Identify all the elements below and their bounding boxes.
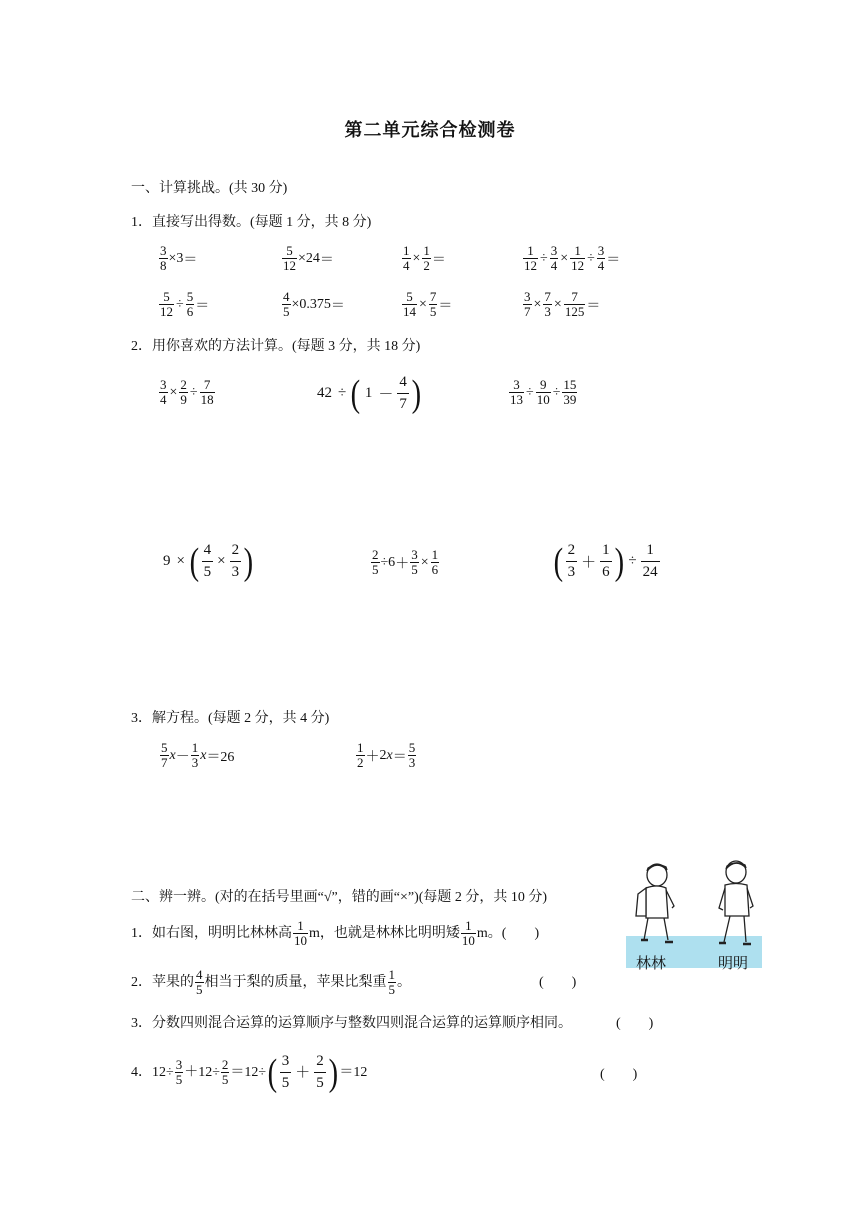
equals-sign: ＝	[183, 252, 198, 268]
divide-sign: ÷	[526, 384, 534, 400]
section-1-heading: 一、计算挑战。(共 30 分)	[131, 181, 288, 196]
text: 2．苹果的	[131, 974, 194, 990]
fraction: $\frac{5}{6}$	[186, 289, 194, 319]
fraction: $\frac{1}{10}$	[461, 918, 475, 948]
fraction: $\frac{1}{24}$	[642, 542, 658, 580]
fraction: $\frac{7}{18}$	[200, 377, 214, 407]
text: ＝12	[339, 1064, 368, 1080]
right-paren: )	[243, 540, 254, 583]
fraction: $\frac{1}{5}$	[388, 967, 395, 997]
q2-expr-4	[160, 541, 255, 582]
times-sign: ×	[553, 296, 562, 312]
fraction: $\frac{4}{5}$	[203, 542, 212, 580]
fraction: $\frac{2}{9}$	[180, 377, 187, 407]
fraction: $\frac{3}{5}$	[281, 1053, 290, 1091]
equals-sign: ＝	[438, 298, 453, 314]
fraction: $\frac{1}{6}$	[602, 542, 610, 580]
times-sign: ×	[169, 384, 178, 400]
text: 相当于梨的质量，苹果比梨重	[204, 974, 387, 990]
fraction: $\frac{2}{5}$	[221, 1057, 229, 1087]
text: 42	[317, 385, 332, 401]
judge-item-4	[131, 1052, 367, 1093]
plus-sign: ＋	[184, 1064, 199, 1080]
q3-equation-1	[159, 741, 234, 770]
q2-expr-6	[552, 541, 661, 582]
left-paren: (	[553, 540, 564, 583]
text: ×0.375	[291, 296, 331, 312]
left-paren: (	[189, 540, 200, 583]
text: ×3	[168, 250, 184, 266]
answer-bracket[interactable]: ( )	[539, 975, 577, 990]
boy-mingming	[719, 861, 753, 944]
fraction: $\frac{1}{12}$	[524, 243, 537, 273]
fraction: $\frac{9}{10}$	[536, 377, 550, 407]
label-mingming: 明明	[718, 954, 749, 972]
fraction: $\frac{3}{5}$	[175, 1057, 183, 1087]
fraction: $\frac{3}{4}$	[550, 243, 558, 273]
times-sign: ×	[217, 553, 226, 569]
text: 1	[364, 385, 373, 401]
plus-sign: ＋	[365, 749, 380, 765]
fraction: $\frac{1}{3}$	[191, 740, 199, 770]
fraction: $\frac{3}{7}$	[524, 289, 531, 319]
judge-item-1	[131, 919, 539, 948]
divide-sign: ÷	[540, 250, 548, 266]
left-paren: (	[267, 1051, 278, 1094]
question-2-heading: 2．用你喜欢的方法计算。(每题 3 分，共 18 分)	[131, 339, 421, 354]
left-paren: (	[350, 372, 361, 415]
equals-sign: ＝	[319, 252, 334, 268]
divide-sign: ÷	[189, 384, 198, 400]
divide-sign: ÷	[587, 250, 595, 266]
text: ＝	[392, 749, 407, 765]
right-paren: )	[411, 372, 421, 415]
plus-sign: ＋	[295, 1064, 311, 1081]
q2-expr-2	[314, 373, 423, 414]
fraction: $\frac{3}{5}$	[411, 547, 418, 577]
right-paren: )	[328, 1051, 338, 1094]
q2-expr-1	[158, 378, 216, 407]
answer-bracket[interactable]: m。( )	[476, 925, 540, 941]
minus-sign: －	[175, 749, 190, 765]
q1-expr-5	[158, 290, 209, 319]
fraction: $\frac{2}{5}$	[372, 547, 379, 577]
text: 。	[397, 974, 411, 990]
text: 9	[163, 553, 171, 569]
fraction: $\frac{7}{3}$	[544, 289, 551, 319]
fraction: $\frac{5}{7}$	[161, 740, 168, 770]
text: 12	[244, 1064, 259, 1080]
fraction: $\frac{15}{39}$	[563, 377, 577, 407]
text: ×24	[298, 250, 320, 266]
q1-expr-6	[281, 290, 345, 319]
variable: x	[169, 747, 176, 763]
judge-item-3: 3．分数四则混合运算的运算顺序与整数四则混合运算的运算顺序相同。	[131, 1016, 572, 1031]
plus-sign: ＋	[581, 555, 597, 571]
text: 1．如右图，明明比林林高	[131, 925, 292, 941]
text: 12	[198, 1064, 213, 1080]
times-sign: ×	[412, 250, 421, 266]
fraction: $\frac{2}{3}$	[567, 542, 576, 580]
fraction: $\frac{3}{8}$	[160, 243, 167, 273]
q1-expr-7	[401, 290, 452, 319]
equals-sign: ＝	[606, 252, 621, 268]
minus-sign: －	[378, 387, 394, 403]
variable: x	[200, 747, 207, 763]
fraction: $\frac{5}{3}$	[408, 740, 416, 770]
fraction: $\frac{3}{13}$	[510, 377, 523, 407]
equals-sign: ＝	[431, 252, 446, 268]
text: ＝26	[206, 749, 235, 765]
divide-sign: ÷	[212, 1064, 220, 1080]
text: m，也就是林林比明明矮	[309, 925, 460, 941]
fraction: $\frac{7}{5}$	[429, 289, 437, 319]
judge-item-2	[131, 968, 411, 997]
fraction: $\frac{3}{4}$	[160, 377, 167, 407]
fraction: $\frac{1}{4}$	[403, 243, 410, 273]
divide-sign: ÷	[628, 553, 637, 569]
two-boys-illustration	[626, 858, 764, 972]
fraction: $\frac{7}{125}$	[564, 289, 585, 319]
equals-sign: ＝	[195, 298, 210, 314]
fraction: $\frac{2}{5}$	[316, 1053, 324, 1091]
label-linlin: 林林	[636, 954, 667, 972]
q1-expr-8	[522, 290, 600, 319]
divide-sign: ÷	[176, 296, 184, 312]
fraction: $\frac{4}{5}$	[283, 289, 290, 319]
q3-equation-2	[355, 741, 417, 770]
text: ÷6	[380, 554, 396, 570]
fraction: $\frac{1}{10}$	[294, 918, 307, 948]
q2-expr-5	[370, 548, 440, 577]
answer-bracket[interactable]: ( )	[600, 1067, 638, 1082]
variable: x	[386, 747, 393, 763]
fraction: $\frac{3}{4}$	[597, 243, 605, 273]
right-paren: )	[614, 540, 624, 583]
divide-sign: ÷	[258, 1064, 267, 1080]
q1-expr-1	[158, 244, 197, 273]
fraction: $\frac{5}{12}$	[160, 289, 173, 319]
fraction: $\frac{1}{2}$	[357, 740, 364, 770]
fraction: $\frac{5}{14}$	[403, 289, 416, 319]
times-sign: ×	[420, 554, 429, 570]
question-3-heading: 3．解方程。(每题 2 分，共 4 分)	[131, 711, 330, 726]
times-sign: ×	[533, 296, 542, 312]
plus-sign: ＋	[395, 556, 410, 572]
fraction: $\frac{1}{6}$	[431, 547, 439, 577]
fraction: $\frac{4}{5}$	[196, 967, 203, 997]
fraction: $\frac{4}{7}$	[399, 374, 407, 412]
q2-expr-3	[508, 378, 578, 407]
fraction: $\frac{2}{3}$	[231, 542, 240, 580]
q1-expr-4	[522, 244, 620, 273]
equals-sign: ＝	[586, 298, 601, 314]
fraction: $\frac{5}{12}$	[283, 243, 296, 273]
boy-linlin	[636, 864, 674, 942]
divide-sign: ÷	[552, 384, 561, 400]
q1-expr-3	[401, 244, 446, 273]
q1-expr-2	[281, 244, 334, 273]
answer-bracket[interactable]: ( )	[616, 1016, 654, 1031]
page-title: 第二单元综合检测卷	[344, 120, 516, 140]
question-1-heading: 1．直接写出得数。(每题 1 分，共 8 分)	[131, 215, 372, 230]
section-2-heading: 二、辨一辨。(对的在括号里画“√”，错的画“×”)(每题 2 分，共 10 分)	[131, 890, 548, 905]
fraction: $\frac{1}{12}$	[571, 243, 585, 273]
equals-sign: ＝	[330, 298, 345, 314]
times-sign: ×	[560, 250, 569, 266]
times-sign: ×	[176, 553, 185, 569]
text: 2	[379, 747, 387, 763]
fraction: $\frac{1}{2}$	[423, 243, 430, 273]
text: 4．12÷	[131, 1064, 174, 1080]
times-sign: ×	[419, 296, 427, 312]
equals-sign: ＝	[230, 1064, 245, 1080]
divide-sign: ÷	[338, 385, 347, 401]
